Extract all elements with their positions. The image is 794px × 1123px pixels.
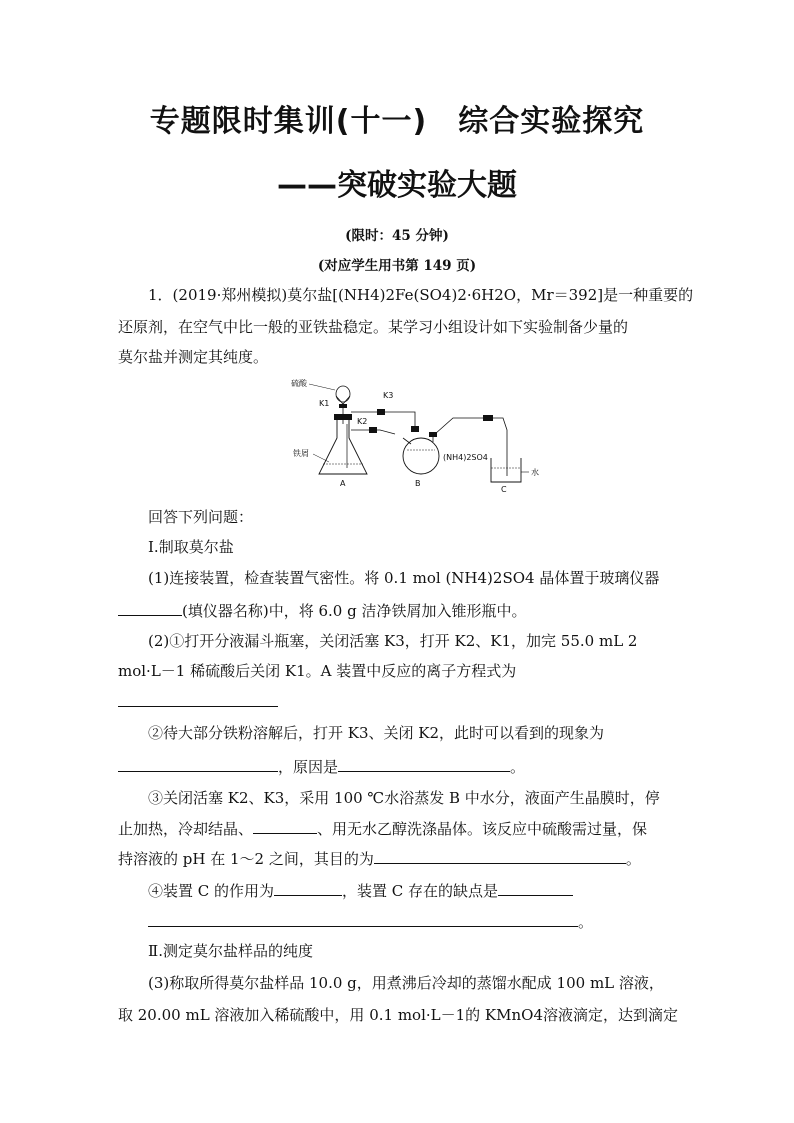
q2-sub2-line-1: ②待大部分铁粉溶解后，打开 K3、关闭 K2，此时可以看到的现象为 (148, 724, 605, 742)
page-subtitle: ——突破实验大题 (277, 168, 517, 203)
q4-line-2: 。 (148, 910, 708, 933)
q2-line-3 (118, 690, 678, 713)
time-limit: (限时：45 分钟) (345, 228, 449, 244)
q1-line-2: (填仪器名称)中，将 6.0 g 洁净铁屑加入锥形瓶中。 (118, 599, 678, 622)
apparatus-diagram (285, 376, 545, 494)
page-title: 专题限时集训(十一) 综合实验探究 (149, 104, 645, 139)
answer-blank[interactable] (274, 879, 342, 896)
label-a: A (340, 479, 346, 488)
section-2-heading: Ⅱ.测定莫尔盐样品的纯度 (148, 942, 313, 960)
answer-blank[interactable] (118, 755, 278, 772)
q3-line-3: 持溶液的 pH 在 1～2 之间，其目的为 。 (118, 847, 678, 870)
label-ammonium-sulfate: (NH4)2SO4 (443, 453, 488, 462)
label-k1: K1 (319, 399, 330, 408)
label-water: 水 (531, 468, 539, 477)
q3-line-1: ③关闭活塞 K2、K3，采用 100 ℃水浴蒸发 B 中水分，液面产生晶膜时，停 (148, 789, 660, 807)
question-intro-line-3: 莫尔盐并测定其纯度。 (118, 348, 269, 366)
q2-line-2: mol·L－1 稀硫酸后关闭 K1。A 装置中反应的离子方程式为 (118, 662, 517, 680)
q5-line-1: (3)称取所得莫尔盐样品 10.0 g，用煮沸后冷却的蒸馏水配成 100 mL 溶液， (148, 974, 664, 992)
answer-prompt: 回答下列问题： (148, 508, 254, 526)
question-intro-line-1: 1．(2019·郑州模拟)莫尔盐[(NH4)2Fe(SO4)2·6H2O，Mr＝392]是一种重要的 (148, 286, 694, 304)
answer-blank[interactable] (118, 690, 278, 707)
book-reference: (对应学生用书第 149 页) (317, 258, 477, 274)
answer-blank[interactable] (148, 910, 578, 927)
answer-blank[interactable] (253, 817, 317, 834)
answer-blank[interactable] (374, 847, 626, 864)
label-k3: K3 (383, 391, 394, 400)
q2-line-1: (2)①打开分液漏斗瓶塞，关闭活塞 K3，打开 K2、K1，加完 55.0 mL 2 (148, 632, 638, 650)
answer-blank[interactable] (338, 755, 510, 772)
label-iron: 铁屑 (293, 449, 309, 458)
label-acid: 硫酸 (291, 379, 307, 388)
q1-line-1: (1)连接装置，检查装置气密性。将 0.1 mol (NH4)2SO4 晶体置于玻璃仪器 (148, 569, 660, 587)
q3-line-2: 止加热，冷却结晶、 、用无水乙醇洗涤晶体。该反应中硫酸需过量，保 (118, 817, 678, 840)
label-b: B (415, 479, 421, 488)
q4-line-1: ④装置 C 的作用为 ，装置 C 存在的缺点是 (148, 879, 708, 902)
answer-blank[interactable] (498, 879, 573, 896)
q2-sub2-line-2: ，原因是 。 (118, 755, 678, 778)
answer-blank[interactable] (118, 599, 182, 616)
section-1-heading: Ⅰ.制取莫尔盐 (148, 538, 234, 556)
label-k2: K2 (357, 417, 368, 426)
q5-line-2: 取 20.00 mL 溶液加入稀硫酸中，用 0.1 mol·L－1的 KMnO4溶液滴定，达到滴定 (118, 1006, 678, 1024)
label-c: C (501, 485, 507, 494)
question-intro-line-2: 还原剂，在空气中比一般的亚铁盐稳定。某学习小组设计如下实验制备少量的 (118, 318, 629, 336)
